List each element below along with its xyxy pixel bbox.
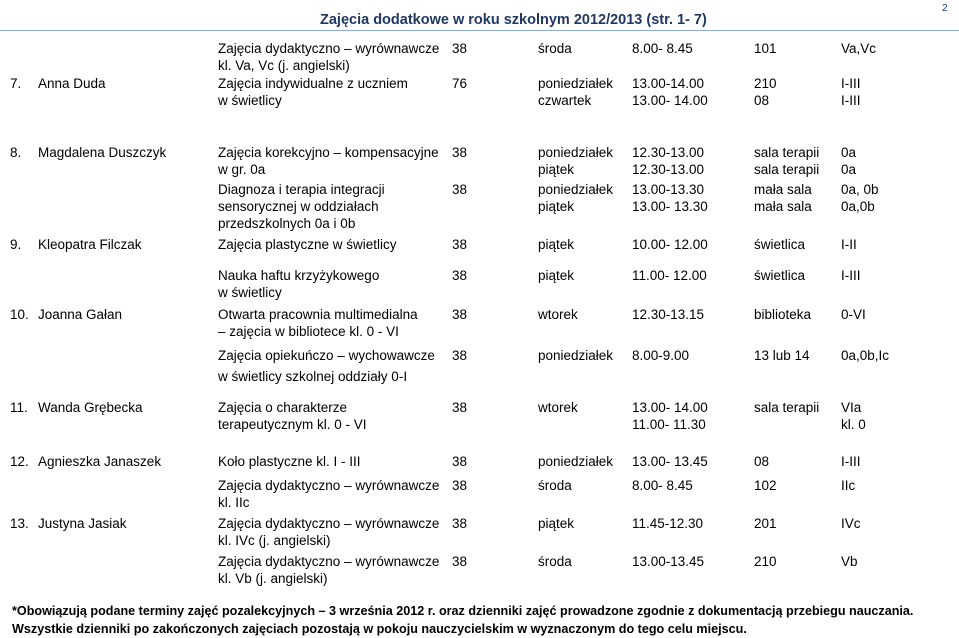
cell-line: 38 [452, 454, 468, 469]
cell-line: przedszkolnych 0a i 0b [218, 216, 356, 231]
cell-line: świetlica [754, 237, 806, 252]
cell-c1 [218, 40, 439, 74]
cell-num [10, 306, 29, 323]
cell-line: 0-VI [841, 307, 866, 322]
cell-c4 [632, 345, 689, 366]
cell-line: 12. [10, 454, 29, 469]
cell-line: 38 [452, 145, 468, 160]
cell-c3 [538, 267, 574, 284]
cell-c1 [218, 181, 385, 232]
cell-line: kl. IVc (j. angielski) [218, 533, 331, 548]
cell-line: 08 [754, 93, 770, 108]
cell-line: 13.00-13.45 [632, 554, 705, 569]
cell-line: 8.00-9.00 [632, 348, 690, 363]
cell-line: 13.00- 13.45 [632, 454, 708, 469]
cell-line: 08 [754, 454, 770, 469]
cell-c4 [632, 453, 708, 470]
cell-line: 0a,0b [841, 199, 875, 214]
cell-line: poniedziałek [538, 182, 614, 197]
cell-c1 [218, 267, 379, 301]
cell-line: 38 [452, 516, 468, 531]
header-rule [0, 30, 959, 31]
cell-line: 10.00- 12.00 [632, 237, 708, 252]
cell-line: poniedziałek [538, 76, 614, 91]
cell-line: 102 [754, 478, 777, 493]
cell-line: 0a, 0b [841, 182, 879, 197]
cell-line: IVc [841, 516, 861, 531]
cell-line: piątek [538, 162, 575, 177]
cell-line: Zajęcia dydaktyczno – wyrównawcze [218, 41, 440, 56]
cell-line: Zajęcia dydaktyczno – wyrównawcze [218, 554, 440, 569]
cell-name [38, 306, 122, 323]
cell-line: w gr. 0a [218, 162, 266, 177]
cell-line: Va,Vc [841, 41, 877, 56]
cell-line: 38 [452, 237, 468, 252]
cell-line: Wanda Grębecka [38, 400, 143, 415]
cell-line: w świetlicy [218, 93, 282, 108]
cell-line: Koło plastyczne kl. I - III [218, 454, 361, 469]
cell-c2 [452, 181, 467, 198]
cell-c1 [218, 453, 361, 470]
cell-line: Zajęcia plastyczne w świetlicy [218, 237, 397, 252]
cell-line: Zajęcia korekcyjno – kompensacyjne [218, 145, 439, 160]
cell-line: w świetlicy [218, 285, 282, 300]
cell-line: 38 [452, 400, 468, 415]
cell-line: 10. [10, 307, 29, 322]
cell-line: I-III [841, 268, 861, 283]
cell-line: 210 [754, 76, 777, 91]
cell-line: Zajęcia opiekuńczo – wychowawcze [218, 348, 435, 363]
cell-line: 38 [452, 41, 468, 56]
cell-c5 [754, 306, 811, 323]
cell-line: IIc [841, 478, 856, 493]
cell-line: Agnieszka Janaszek [38, 454, 162, 469]
cell-c6 [841, 144, 856, 178]
cell-line: 38 [452, 478, 468, 493]
cell-line: Justyna Jasiak [38, 516, 127, 531]
cell-c4 [632, 267, 707, 284]
cell-c4 [632, 144, 704, 178]
cell-c2 [452, 236, 467, 253]
cell-name [38, 144, 166, 161]
cell-c6 [841, 515, 861, 532]
cell-line: sala terapii [754, 400, 820, 415]
cell-c5 [754, 75, 777, 109]
cell-line: 0a [841, 162, 857, 177]
cell-line: piątek [538, 199, 575, 214]
cell-c6 [841, 453, 861, 470]
cell-line: sala terapii [754, 162, 820, 177]
cell-c1 [218, 477, 439, 511]
cell-line: 38 [452, 554, 468, 569]
cell-c3 [538, 75, 613, 109]
cell-num [10, 236, 21, 253]
cell-line: terapeutycznym kl. 0 - VI [218, 417, 367, 432]
cell-c4 [632, 75, 708, 109]
cell-c2 [452, 477, 467, 494]
cell-c1 [218, 306, 418, 340]
cell-c5 [754, 515, 777, 532]
cell-line: 8.00- 8.45 [632, 41, 693, 56]
cell-line: 12.30-13.00 [632, 145, 705, 160]
cell-c3 [538, 181, 613, 215]
cell-line: 38 [452, 307, 468, 322]
cell-c1 [218, 75, 408, 109]
cell-line: Vb [841, 554, 858, 569]
cell-c2 [452, 399, 467, 416]
cell-line: piątek [538, 268, 575, 283]
cell-line: środa [538, 41, 572, 56]
cell-c1 [218, 515, 439, 549]
cell-line: czwartek [538, 93, 592, 108]
cell-line: 13.00- 14.00 [632, 93, 708, 108]
cell-c2 [452, 75, 467, 92]
cell-c3 [538, 306, 578, 323]
cell-name [38, 75, 106, 92]
cell-c1 [218, 144, 439, 178]
cell-c4 [632, 553, 704, 570]
cell-line: 13.00-14.00 [632, 76, 705, 91]
cell-c1 [218, 345, 435, 387]
cell-num [10, 515, 29, 532]
cell-c6 [841, 477, 855, 494]
cell-num [10, 144, 21, 161]
cell-line: 8. [10, 145, 22, 160]
cell-line: wtorek [538, 400, 578, 415]
cell-line: 8.00- 8.45 [632, 478, 693, 493]
cell-c4 [632, 477, 693, 494]
cell-line: Magdalena Duszczyk [38, 145, 167, 160]
cell-line: Zajęcia dydaktyczno – wyrównawcze [218, 478, 440, 493]
footnote-line-2: Wszystkie dzienniki po zakończonych zajęciach pozostają w pokoju nauczycielskim w wyznaczonym do tego celu miejscu. [12, 622, 747, 636]
cell-c5 [754, 40, 777, 57]
cell-c2 [452, 40, 467, 57]
cell-line: I-II [841, 237, 857, 252]
cell-line: świetlica [754, 268, 806, 283]
cell-c6 [841, 267, 861, 284]
cell-line: poniedziałek [538, 454, 614, 469]
cell-c1 [218, 399, 367, 433]
page-header: Zajęcia dodatkowe w roku szkolnym 2012/2013 (str. 1- 7) [320, 12, 707, 28]
cell-c6 [841, 75, 861, 109]
cell-line: kl. IIc [218, 495, 250, 510]
cell-c6 [841, 181, 879, 215]
cell-c4 [632, 181, 708, 215]
cell-c5 [754, 477, 777, 494]
cell-c6 [841, 40, 876, 57]
cell-line: 11.00- 11.30 [632, 417, 706, 432]
cell-line: Zajęcia o charakterze [218, 400, 348, 415]
cell-line: 13.00-13.30 [632, 182, 705, 197]
cell-line: poniedziałek [538, 145, 614, 160]
cell-c5 [754, 144, 819, 178]
cell-name [38, 515, 127, 532]
cell-line: 38 [452, 268, 468, 283]
cell-c6 [841, 399, 866, 433]
cell-c2 [452, 267, 467, 284]
cell-line: poniedziałek [538, 348, 614, 363]
cell-c6 [841, 236, 857, 253]
cell-line: Kleopatra Filczak [38, 237, 142, 252]
cell-line: biblioteka [754, 307, 812, 322]
cell-line: 38 [452, 182, 468, 197]
cell-c5 [754, 453, 769, 470]
cell-line: 12.30-13.00 [632, 162, 705, 177]
cell-c5 [754, 181, 812, 215]
cell-line: I-III [841, 76, 861, 91]
cell-line: sensorycznej w oddziałach [218, 199, 379, 214]
cell-c6 [841, 553, 858, 570]
cell-c2 [452, 144, 467, 161]
cell-num [10, 399, 28, 416]
cell-line: piątek [538, 516, 575, 531]
cell-line: 13.00- 14.00 [632, 400, 708, 415]
cell-line: 7. [10, 76, 22, 91]
cell-num [10, 453, 29, 470]
cell-c1 [218, 553, 439, 587]
cell-line: 13. [10, 516, 29, 531]
cell-name [38, 399, 143, 416]
cell-line: 11. [10, 400, 28, 415]
cell-c3 [538, 236, 574, 253]
cell-c5 [754, 399, 819, 416]
cell-line: 11.45-12.30 [632, 516, 704, 531]
cell-line: 12.30-13.15 [632, 307, 705, 322]
cell-c2 [452, 515, 467, 532]
cell-line: Zajęcia indywidualne z uczniem [218, 76, 408, 91]
cell-c2 [452, 306, 467, 323]
cell-line: piątek [538, 237, 575, 252]
cell-c4 [632, 236, 708, 253]
cell-c5 [754, 553, 777, 570]
cell-c3 [538, 345, 613, 366]
cell-line: I-III [841, 454, 861, 469]
cell-line: środa [538, 478, 572, 493]
cell-line: 13.00- 13.30 [632, 199, 708, 214]
cell-line: 11.00- 12.00 [632, 268, 707, 283]
cell-line: 0a [841, 145, 857, 160]
cell-line: mała sala [754, 199, 812, 214]
cell-line: 13 lub 14 [754, 348, 810, 363]
cell-line: I-III [841, 93, 861, 108]
cell-c3 [538, 399, 578, 416]
cell-line: – zajęcia w bibliotece kl. 0 - VI [218, 324, 399, 339]
cell-line: wtorek [538, 307, 578, 322]
cell-line: 38 [452, 348, 468, 363]
cell-c3 [538, 477, 572, 494]
cell-num [10, 75, 21, 92]
cell-line: Anna Duda [38, 76, 106, 91]
cell-c6 [841, 306, 866, 323]
cell-c3 [538, 553, 572, 570]
cell-line: Zajęcia dydaktyczno – wyrównawcze [218, 516, 440, 531]
cell-line: sala terapii [754, 145, 820, 160]
cell-line: mała sala [754, 182, 812, 197]
cell-line: 76 [452, 76, 468, 91]
cell-c5 [754, 267, 805, 284]
cell-line: Diagnoza i terapia integracji [218, 182, 385, 197]
cell-c2 [452, 553, 467, 570]
cell-c4 [632, 515, 703, 532]
cell-line: 9. [10, 237, 22, 252]
cell-line: w świetlicy szkolnej oddziały 0-I [218, 369, 408, 384]
cell-c4 [632, 399, 708, 433]
cell-c3 [538, 515, 574, 532]
cell-c4 [632, 306, 704, 323]
cell-line: Nauka haftu krzyżykowego [218, 268, 380, 283]
cell-c1 [218, 236, 397, 253]
cell-line: 101 [754, 41, 777, 56]
cell-c3 [538, 40, 572, 57]
cell-c6 [841, 345, 889, 366]
cell-c4 [632, 40, 693, 57]
cell-line: VIa [841, 400, 862, 415]
cell-line: 0a,0b,Ic [841, 348, 890, 363]
cell-line: kl. Va, Vc (j. angielski) [218, 58, 350, 73]
cell-c3 [538, 453, 613, 470]
cell-line: kl. 0 [841, 417, 866, 432]
cell-c2 [452, 453, 467, 470]
page-number: 2 [942, 3, 948, 14]
cell-c5 [754, 345, 810, 366]
cell-c2 [452, 345, 467, 366]
cell-line: 201 [754, 516, 777, 531]
cell-line: środa [538, 554, 572, 569]
cell-c3 [538, 144, 613, 178]
cell-line: kl. Vb (j. angielski) [218, 571, 328, 586]
cell-c5 [754, 236, 805, 253]
cell-line: 210 [754, 554, 777, 569]
cell-line: Joanna Gałan [38, 307, 123, 322]
footnote-line-1: *Obowiązują podane terminy zajęć pozalekcyjnych – 3 września 2012 r. oraz dzienniki zajęć prowadzone zgodnie z dokumentacją przebiegu nauczania. [12, 604, 914, 618]
cell-name [38, 236, 142, 253]
cell-line: Otwarta pracownia multimedialna [218, 307, 418, 322]
cell-name [38, 453, 161, 470]
